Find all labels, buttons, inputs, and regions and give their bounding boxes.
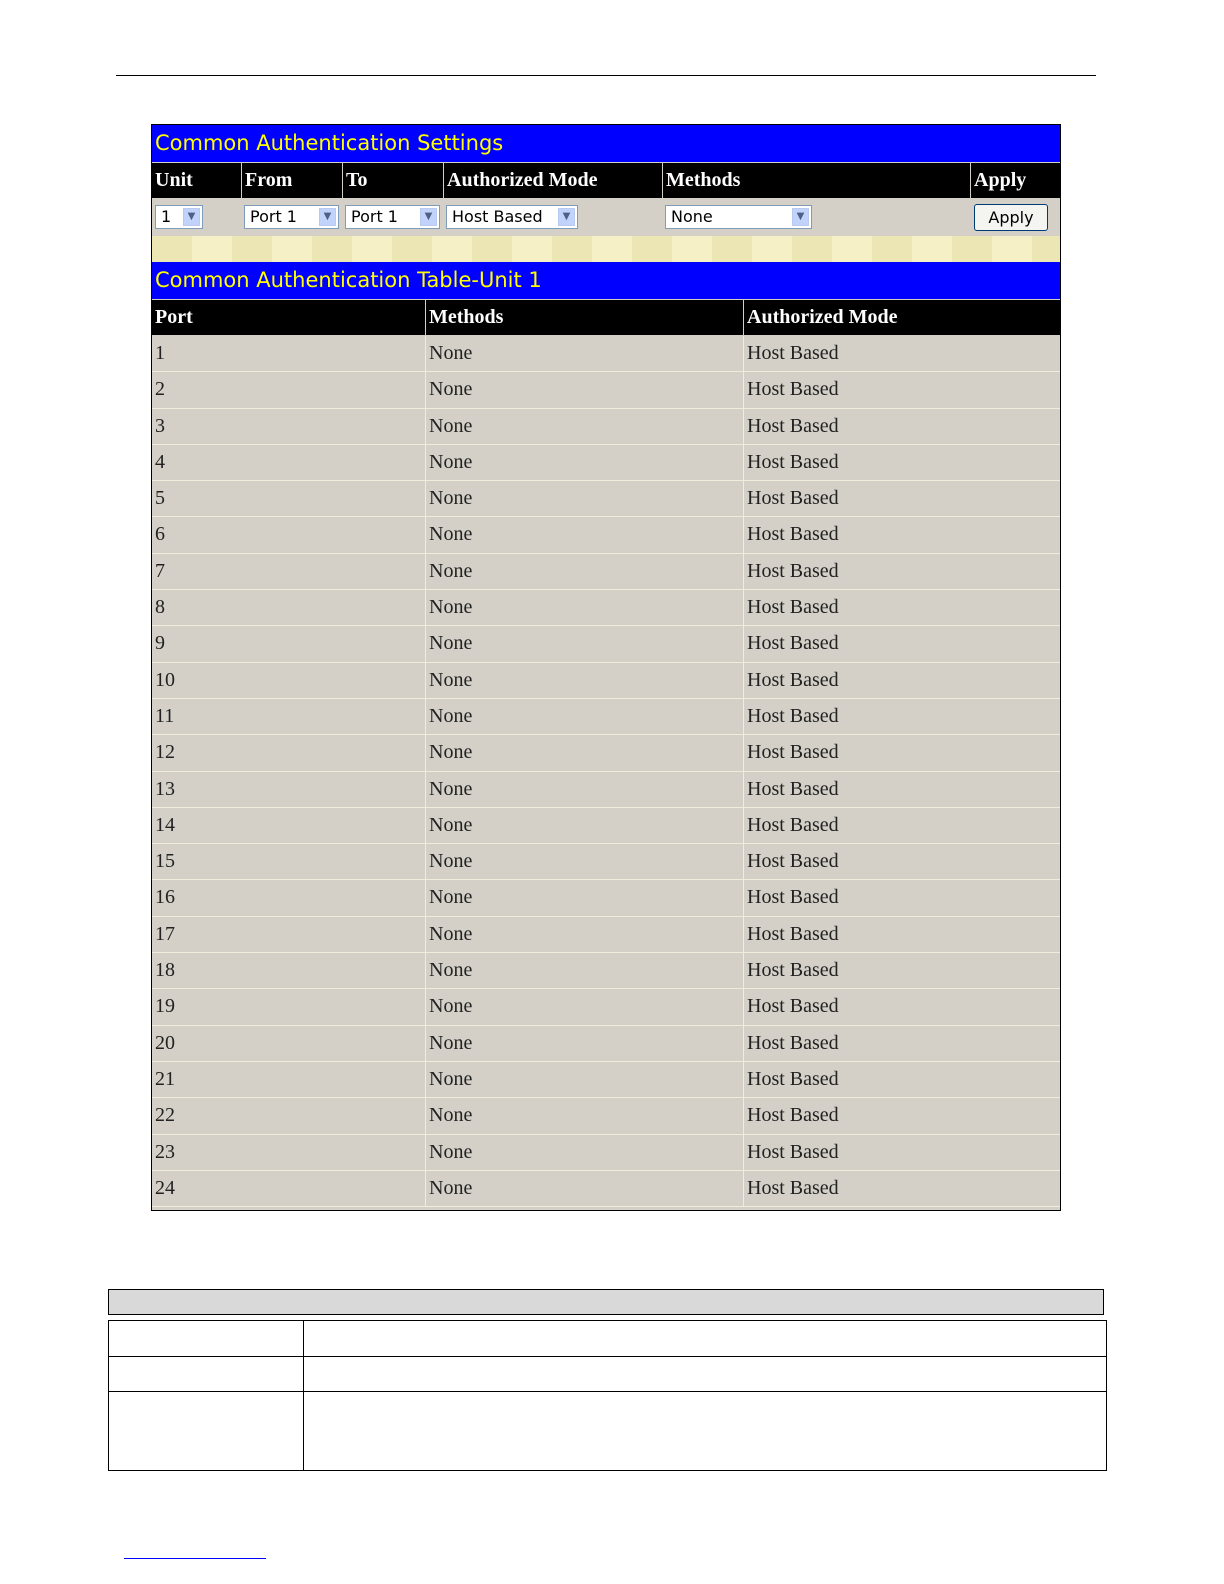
table-row [152, 1098, 1060, 1134]
header-unit: Unit [155, 169, 193, 191]
port-cell: 19 [155, 995, 175, 1018]
authorized-mode-cell: Host Based [743, 1171, 1060, 1206]
header-from: From [241, 163, 342, 198]
header-apply: Apply [970, 163, 1060, 198]
methods-cell: None [425, 1026, 743, 1061]
header-table-methods: Methods [425, 300, 743, 335]
table-row [152, 1171, 1060, 1207]
section-divider [152, 236, 1060, 262]
authorized-mode-select-value: Host Based [452, 207, 543, 226]
methods-cell: None [425, 953, 743, 988]
methods-cell: None [425, 989, 743, 1024]
authorized-mode-cell: Host Based [743, 626, 1060, 661]
header-port: Port [155, 306, 193, 328]
to-port-select-value: Port 1 [351, 207, 398, 226]
table-row [152, 1135, 1060, 1171]
methods-cell: None [425, 626, 743, 661]
authorized-mode-cell: Host Based [743, 336, 1060, 371]
methods-cell: None [425, 517, 743, 552]
authorized-mode-cell: Host Based [743, 409, 1060, 444]
table-row [152, 517, 1060, 553]
port-cell: 7 [155, 559, 165, 582]
authorized-mode-cell: Host Based [743, 1098, 1060, 1133]
table-row [152, 1062, 1060, 1098]
port-cell: 4 [155, 450, 165, 473]
port-cell: 15 [155, 850, 175, 873]
unit-select-value: 1 [161, 207, 172, 226]
methods-cell: None [425, 1171, 743, 1206]
methods-cell: None [425, 663, 743, 698]
header-to: To [342, 163, 443, 198]
authorized-mode-cell: Host Based [743, 1135, 1060, 1170]
authorized-mode-cell: Host Based [743, 917, 1060, 952]
port-cell: 17 [155, 922, 175, 945]
authorized-mode-cell: Host Based [743, 989, 1060, 1024]
table-row [152, 735, 1060, 771]
table-row [152, 808, 1060, 844]
port-cell: 1 [155, 342, 165, 364]
port-cell: 24 [155, 1176, 175, 1199]
port-cell: 23 [155, 1140, 175, 1163]
port-cell: 9 [155, 632, 165, 655]
table-row [152, 917, 1060, 953]
table-row [152, 336, 1060, 372]
table-row [152, 554, 1060, 590]
authorized-mode-cell: Host Based [743, 699, 1060, 734]
methods-cell: None [425, 590, 743, 625]
authentication-table-body [152, 336, 1060, 1207]
table-title: Common Authentication Table-Unit 1 [152, 262, 1060, 299]
table-row [152, 445, 1060, 481]
methods-cell: None [425, 445, 743, 480]
table-header-row [152, 300, 1060, 335]
table-row [152, 372, 1060, 408]
authorized-mode-cell: Host Based [743, 772, 1060, 807]
table-row [152, 409, 1060, 445]
methods-cell: None [425, 372, 743, 407]
table-row [152, 699, 1060, 735]
header-methods: Methods [662, 163, 970, 198]
footer-link-underline [124, 1558, 266, 1559]
port-cell: 6 [155, 523, 165, 546]
chevron-down-icon: ▼ [319, 208, 336, 226]
port-cell: 8 [155, 596, 165, 619]
authorized-mode-cell: Host Based [743, 372, 1060, 407]
chevron-down-icon: ▼ [183, 208, 200, 226]
methods-cell: None [425, 808, 743, 843]
methods-cell: None [425, 844, 743, 879]
port-cell: 5 [155, 487, 165, 510]
port-cell: 12 [155, 741, 175, 764]
methods-select-value: None [671, 207, 713, 226]
methods-cell: None [425, 772, 743, 807]
port-cell: 11 [155, 704, 175, 727]
table-row [152, 844, 1060, 880]
table-row [152, 953, 1060, 989]
authorized-mode-cell: Host Based [743, 481, 1060, 516]
authorized-mode-cell: Host Based [743, 663, 1060, 698]
methods-cell: None [425, 1135, 743, 1170]
chevron-down-icon: ▼ [558, 208, 575, 226]
settings-controls-row [152, 198, 1060, 236]
authorized-mode-cell: Host Based [743, 554, 1060, 589]
table-row [152, 481, 1060, 517]
methods-select[interactable] [665, 205, 812, 229]
port-cell: 13 [155, 777, 175, 800]
methods-cell: None [425, 554, 743, 589]
table-row [152, 1026, 1060, 1062]
table-row [152, 772, 1060, 808]
apply-button[interactable]: Apply [974, 204, 1048, 231]
port-cell: 20 [155, 1031, 175, 1054]
table-row [152, 880, 1060, 916]
unit-select[interactable] [155, 205, 203, 229]
chevron-down-icon: ▼ [792, 208, 809, 226]
authorized-mode-cell: Host Based [743, 445, 1060, 480]
port-cell: 3 [155, 414, 165, 437]
settings-title: Common Authentication Settings [152, 125, 1060, 162]
description-row [109, 1321, 1106, 1356]
port-cell: 18 [155, 959, 175, 982]
chevron-down-icon: ▼ [420, 208, 437, 226]
methods-cell: None [425, 1062, 743, 1097]
description-table-header [108, 1289, 1104, 1315]
methods-cell: None [425, 1098, 743, 1133]
authorized-mode-cell: Host Based [743, 517, 1060, 552]
table-row [152, 626, 1060, 662]
authorized-mode-cell: Host Based [743, 808, 1060, 843]
authorized-mode-cell: Host Based [743, 590, 1060, 625]
page-top-rule [116, 75, 1096, 76]
header-table-authorized-mode: Authorized Mode [743, 300, 1060, 335]
port-cell: 14 [155, 813, 175, 836]
port-cell: 16 [155, 886, 175, 909]
from-port-select-value: Port 1 [250, 207, 297, 226]
authorized-mode-cell: Host Based [743, 844, 1060, 879]
methods-cell: None [425, 735, 743, 770]
table-row [152, 590, 1060, 626]
authorized-mode-cell: Host Based [743, 880, 1060, 915]
description-row [109, 1391, 1106, 1470]
header-authorized-mode: Authorized Mode [443, 163, 662, 198]
port-cell: 21 [155, 1067, 175, 1090]
authorized-mode-select[interactable] [446, 205, 578, 229]
port-cell: 10 [155, 668, 175, 691]
to-port-select[interactable] [345, 205, 440, 229]
description-row [109, 1356, 1106, 1391]
authorized-mode-cell: Host Based [743, 953, 1060, 988]
common-authentication-panel [151, 124, 1061, 1211]
methods-cell: None [425, 917, 743, 952]
methods-cell: None [425, 336, 743, 371]
table-row [152, 663, 1060, 699]
methods-cell: None [425, 880, 743, 915]
description-table [108, 1320, 1107, 1471]
table-row [152, 989, 1060, 1025]
methods-cell: None [425, 481, 743, 516]
settings-header-row [152, 163, 1060, 198]
authorized-mode-cell: Host Based [743, 1026, 1060, 1061]
methods-cell: None [425, 409, 743, 444]
methods-cell: None [425, 699, 743, 734]
port-cell: 2 [155, 378, 165, 401]
port-cell: 22 [155, 1104, 175, 1127]
from-port-select[interactable] [244, 205, 339, 229]
authorized-mode-cell: Host Based [743, 735, 1060, 770]
authorized-mode-cell: Host Based [743, 1062, 1060, 1097]
